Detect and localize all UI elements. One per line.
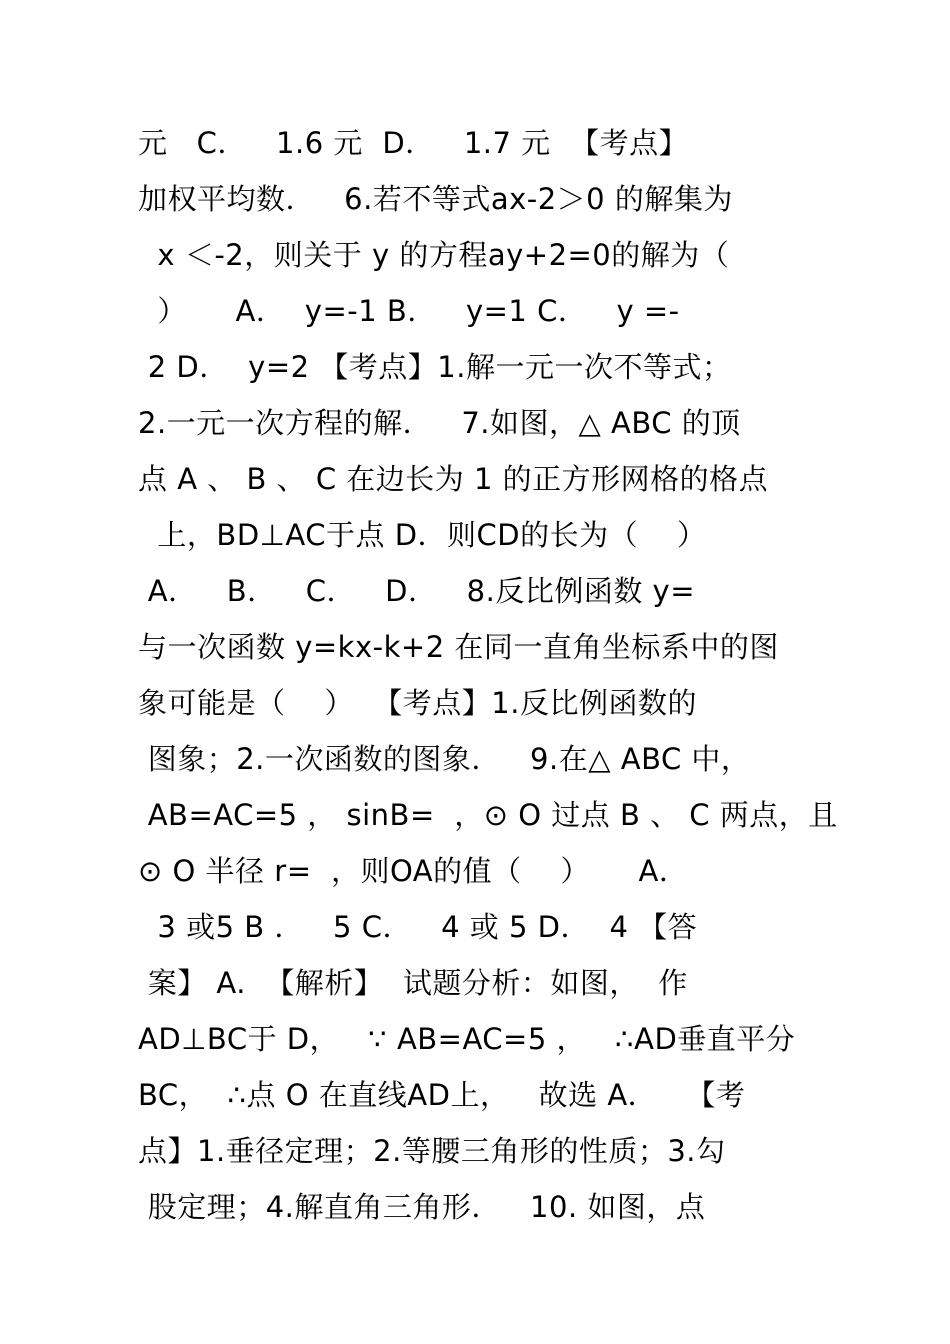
text-line-14: ⊙ O 半径 r= ，则OA的值（ ） A． <box>138 854 689 888</box>
text-line-9: A． B． C． D． 8.反比例函数 y= <box>138 574 695 608</box>
text-line-16: 案】 A. 【解析】 试题分析：如图， 作 <box>138 966 688 1000</box>
text-line-1: 元 C． 1.6 元 D． 1.7 元 【考点】 <box>138 126 689 160</box>
text-line-12: 图象；2.一次函数的图象． 9.在△ ABC 中， <box>138 742 751 776</box>
text-line-20: 股定理；4.解直角三角形． 10. 如图，点 <box>138 1190 706 1224</box>
text-line-18: BC， ∴点 O 在直线AD上， 故选 A． 【考 <box>138 1078 746 1112</box>
text-line-17: AD⊥BC于 D， ∵ AB=AC=5 ， ∴AD垂直平分 <box>138 1022 796 1056</box>
text-line-13: AB=AC=5 ， sinB= ，⊙ O 过点 B 、 C 两点，且 <box>138 798 838 832</box>
text-line-3: x ＜-2，则关于 y 的方程ay+2=0的解为（ <box>138 238 730 272</box>
text-line-11: 象可能是（ ） 【考点】1.反比例函数的 <box>138 686 697 720</box>
text-line-4: ） A． y=-1 B． y=1 C． y =- <box>138 294 680 328</box>
text-line-19: 点】1.垂径定理；2.等腰三角形的性质；3.勾 <box>138 1134 726 1168</box>
text-line-10: 与一次函数 y=kx-k+2 在同一直角坐标系中的图 <box>138 630 779 664</box>
text-line-6: 2.一元一次方程的解． 7.如图，△ ABC 的顶 <box>138 406 741 440</box>
text-line-5: 2 D． y=2 【考点】1.解一元一次不等式； <box>138 350 732 384</box>
text-line-2: 加权平均数． 6.若不等式ax-2＞0 的解集为 <box>138 182 733 216</box>
text-line-7: 点 A 、 B 、 C 在边长为 1 的正方形网格的格点 <box>138 462 769 496</box>
text-line-15: 3 或5 B ． 5 C． 4 或 5 D． 4 【答 <box>138 910 698 944</box>
text-line-8: 上，BD⊥AC于点 D．则CD的长为（ ） <box>138 518 707 552</box>
